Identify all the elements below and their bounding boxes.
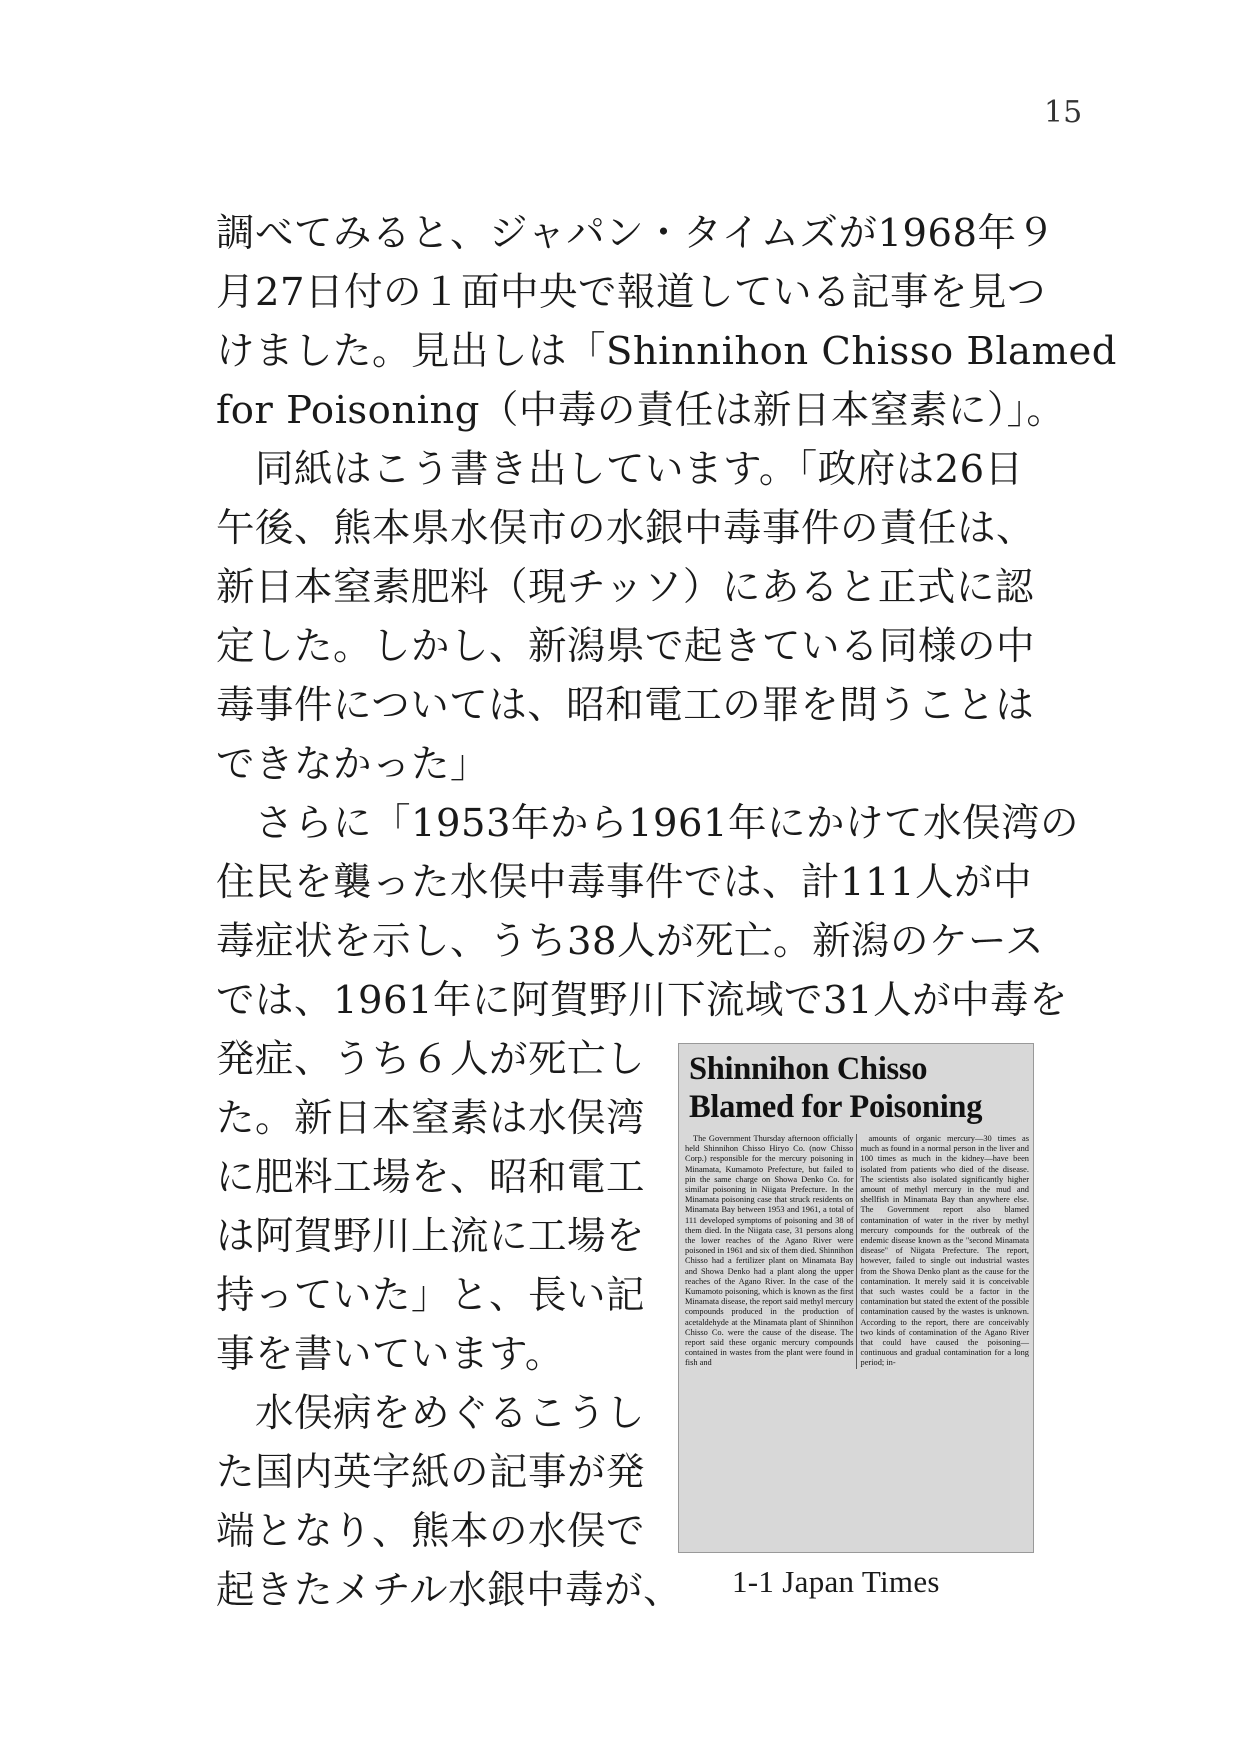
clipping-text: amounts of organic mercury—30 times as much as found in a normal person in the liver and 100 times as much in the kidney—have been isolated from patients who died of the disease. The scientists also isolated significantly higher amount of methyl mercury in the mud and shellfish in Minamata Bay than anywhere else. The Government report also blamed contamination of water in the river by methyl mercury compounds for the outbreak of the endemic disease known as the "second Minamata disease" of Niigata Prefecture. The report, however, failed to single out industrial wastes from the Showa Denko plant as the cause for the contamination. It merely said it is conceivable that such wastes could be a factor in the contamination but stated the extent of the possible contamination caused by the wastes is unknown. According to the report, there are conceivably two kinds of contamination of the Agano River that could have caused the poisoning—continuous and gradual contamination for a long period; in- bbox=[860, 1134, 1029, 1368]
body-line: た国内英字紙の記事が発 bbox=[216, 1450, 646, 1495]
body-line: できなかった」 bbox=[216, 742, 490, 787]
body-line: 新日本窒素肥料（現チッソ）にあると正式に認 bbox=[216, 565, 1034, 610]
body-line: では、1961年に阿賀野川下流域で31人が中毒を bbox=[216, 978, 1068, 1023]
newspaper-clipping bbox=[678, 1043, 1034, 1553]
body-line: けました。見出しは「Shinnihon Chisso Blamed bbox=[216, 329, 1117, 374]
body-line: 調べてみると、ジャパン・タイムズが1968年９ bbox=[216, 211, 1056, 256]
body-line: 端となり、熊本の水俣で bbox=[216, 1509, 646, 1554]
body-line: 毒症状を示し、うち38人が死亡。新潟のケース bbox=[216, 919, 1045, 964]
body-text bbox=[216, 204, 1117, 1030]
body-text-wrapped bbox=[216, 1030, 683, 1620]
body-line: 水俣病をめぐるこうし bbox=[216, 1391, 646, 1436]
figure-caption: 1-1 Japan Times bbox=[732, 1564, 940, 1599]
body-line: 同紙はこう書き出しています。「政府は26日 bbox=[216, 447, 1024, 492]
body-line: 持っていた」と、長い記 bbox=[216, 1273, 646, 1318]
body-line: 定した。しかし、新潟県で起きている同様の中 bbox=[216, 624, 1036, 669]
clipping-column-left bbox=[685, 1134, 854, 1369]
body-line: 発症、うち６人が死亡し bbox=[216, 1037, 646, 1082]
clipping-headline bbox=[679, 1044, 1033, 1130]
body-line: 事を書いています。 bbox=[216, 1332, 564, 1377]
body-line: 月27日付の１面中央で報道している記事を見つ bbox=[216, 270, 1046, 315]
body-line: は阿賀野川上流に工場を bbox=[216, 1214, 646, 1259]
body-line: た。新日本窒素は水俣湾 bbox=[216, 1096, 646, 1141]
body-line: に肥料工場を、昭和電工 bbox=[216, 1155, 646, 1200]
body-line: 起きたメチル水銀中毒が、 bbox=[216, 1568, 683, 1613]
clipping-headline-line: Blamed for Poisoning bbox=[689, 1089, 983, 1125]
body-line: さらに「1953年から1961年にかけて水俣湾の bbox=[216, 801, 1079, 846]
clipping-columns bbox=[679, 1130, 1033, 1369]
body-line: 住民を襲った水俣中毒事件では、計111人が中 bbox=[216, 860, 1032, 905]
body-line: 午後、熊本県水俣市の水銀中毒事件の責任は、 bbox=[216, 506, 1036, 551]
page-number: 15 bbox=[1044, 95, 1083, 130]
clipping-column-right bbox=[856, 1134, 1030, 1369]
clipping-text: The Government Thursday afternoon officially held Shinnihon Chisso Hiryo Co. (now Chisso Corp.) responsible for the mercury poisoning in Minamata, Kumamoto Prefecture, but failed to pin the same charge on Showa Denko Co. for similar poisoning in Niigata Prefecture. In the Minamata poisoning case that struck residents on Minamata Bay between 1953 and 1961, a total of 111 developed symptoms of poisoning and 38 of them died. In the Niigata case, 31 persons along the lower reaches of the Agano River were poisoned in 1961 and six of them died. Shinnihon Chisso had a fertilizer plant on Minamata Bay and Showa Denko had a plant along the upper reaches of the Agano River. In the case of the Kumamoto poisoning, which is known as the first Minamata disease, the report said methyl mercury compounds produced in the production of acetaldehyde at the Minamata plant of Shinnihon Chisso Co. were the cause of the disease. The report said these organic mercury compounds contained in wastes from the plant were found in fish and bbox=[685, 1134, 854, 1368]
body-line: 毒事件については、昭和電工の罪を問うことは bbox=[216, 683, 1035, 728]
body-line: for Poisoning（中毒の責任は新日本窒素に）」。 bbox=[216, 388, 1066, 433]
clipping-headline-line: Shinnihon Chisso bbox=[689, 1051, 928, 1087]
